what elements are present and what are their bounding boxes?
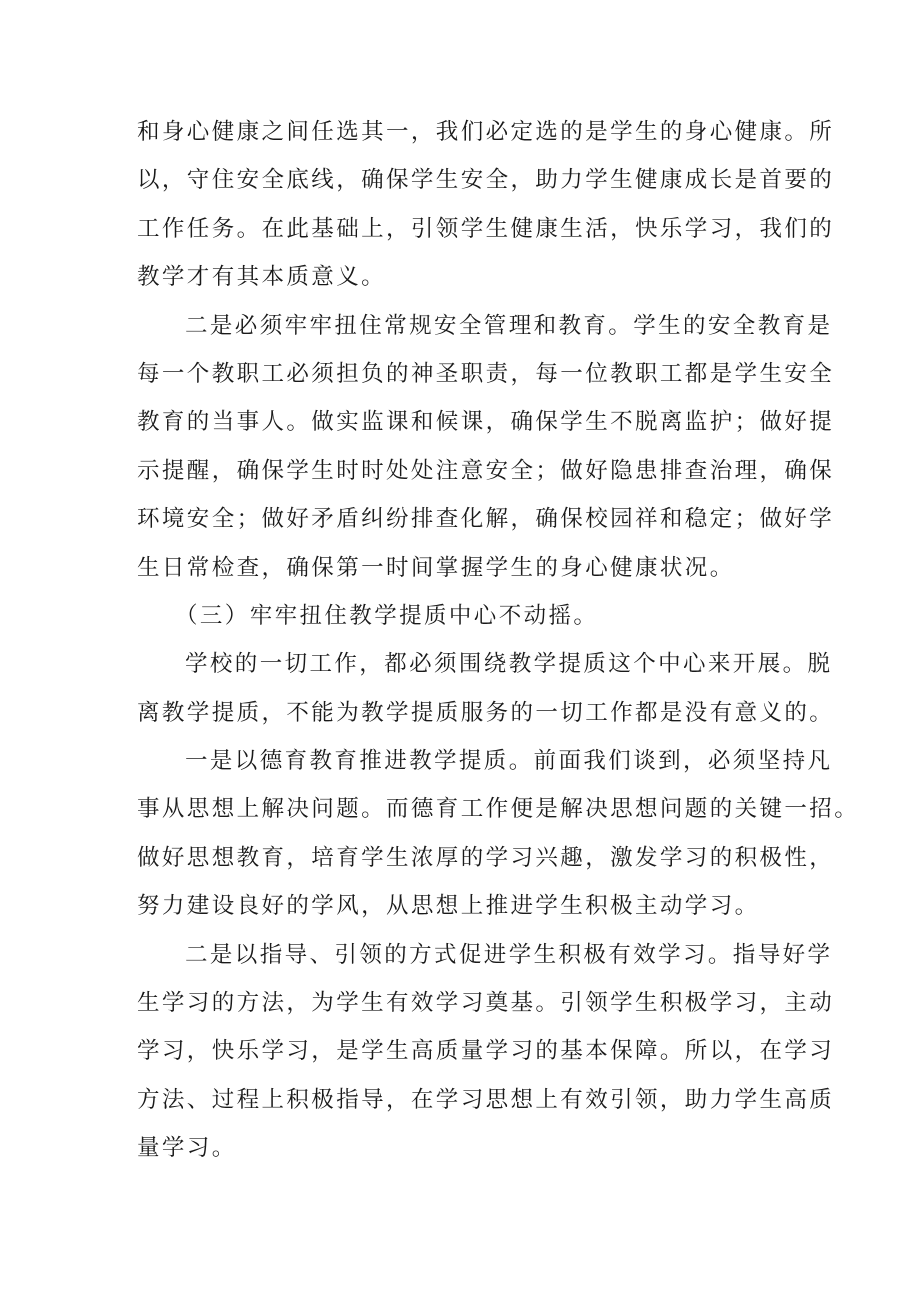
text-line: 每一个教职工必须担负的神圣职责，每一位教职工都是学生安全 xyxy=(137,360,835,387)
text-line: 和身心健康之间任选其一，我们必定选的是学生的身心健康。所 xyxy=(137,119,835,145)
text-line: 生学习的方法，为学生有效学习奠基。引领学生积极学习，主动 xyxy=(137,990,835,1017)
paragraph-start-line: 二是以指导、引领的方式促进学生积极有效学习。指导好学 xyxy=(185,941,833,968)
text-line: 量学习。 xyxy=(137,1135,237,1162)
paragraph-start-line: 一是以德育教育推进教学提质。前面我们谈到，必须坚持凡 xyxy=(185,748,833,775)
text-line: 做好思想教育，培育学生浓厚的学习兴趣，激发学习的积极性， xyxy=(137,844,835,871)
text-line: 生日常检查，确保第一时间掌握学生的身心健康状况。 xyxy=(137,554,735,581)
paragraph-start-line: 学校的一切工作，都必须围绕教学提质这个中心来开展。脱 xyxy=(185,651,833,678)
body-text xyxy=(137,108,860,1173)
text-line: 离教学提质，不能为教学提质服务的一切工作都是没有意义的。 xyxy=(137,699,835,726)
text-line: 努力建设良好的学风，从思想上推进学生积极主动学习。 xyxy=(137,893,760,920)
text-line: 示提醒，确保学生时时处处注意安全；做好隐患排查治理，确保 xyxy=(137,457,835,484)
text-line: 环境安全；做好矛盾纠纷排查化解，确保校园祥和稳定；做好学 xyxy=(137,506,835,533)
text-line: 以，守住安全底线，确保学生安全，助力学生健康成长是首要的 xyxy=(137,167,835,194)
paragraph-start-line: 二是必须牢牢扭住常规安全管理和教育。学生的安全教育是 xyxy=(185,312,833,339)
text-line: 学习，快乐学习，是学生高质量学习的基本保障。所以，在学习 xyxy=(137,1038,835,1065)
text-line: 教育的当事人。做实监课和候课，确保学生不脱离监护；做好提 xyxy=(137,409,835,436)
text-line: 教学才有其本质意义。 xyxy=(137,264,387,291)
section-heading: （三）牢牢扭住教学提质中心不动摇。 xyxy=(175,602,599,629)
text-line: 方法、过程上积极指导，在学习思想上有效引领，助力学生高质 xyxy=(137,1086,835,1113)
text-line: 事从思想上解决问题。而德育工作便是解决思想问题的关键一招。 xyxy=(137,796,860,823)
text-line: 工作任务。在此基础上，引领学生健康生活，快乐学习，我们的 xyxy=(137,215,835,242)
